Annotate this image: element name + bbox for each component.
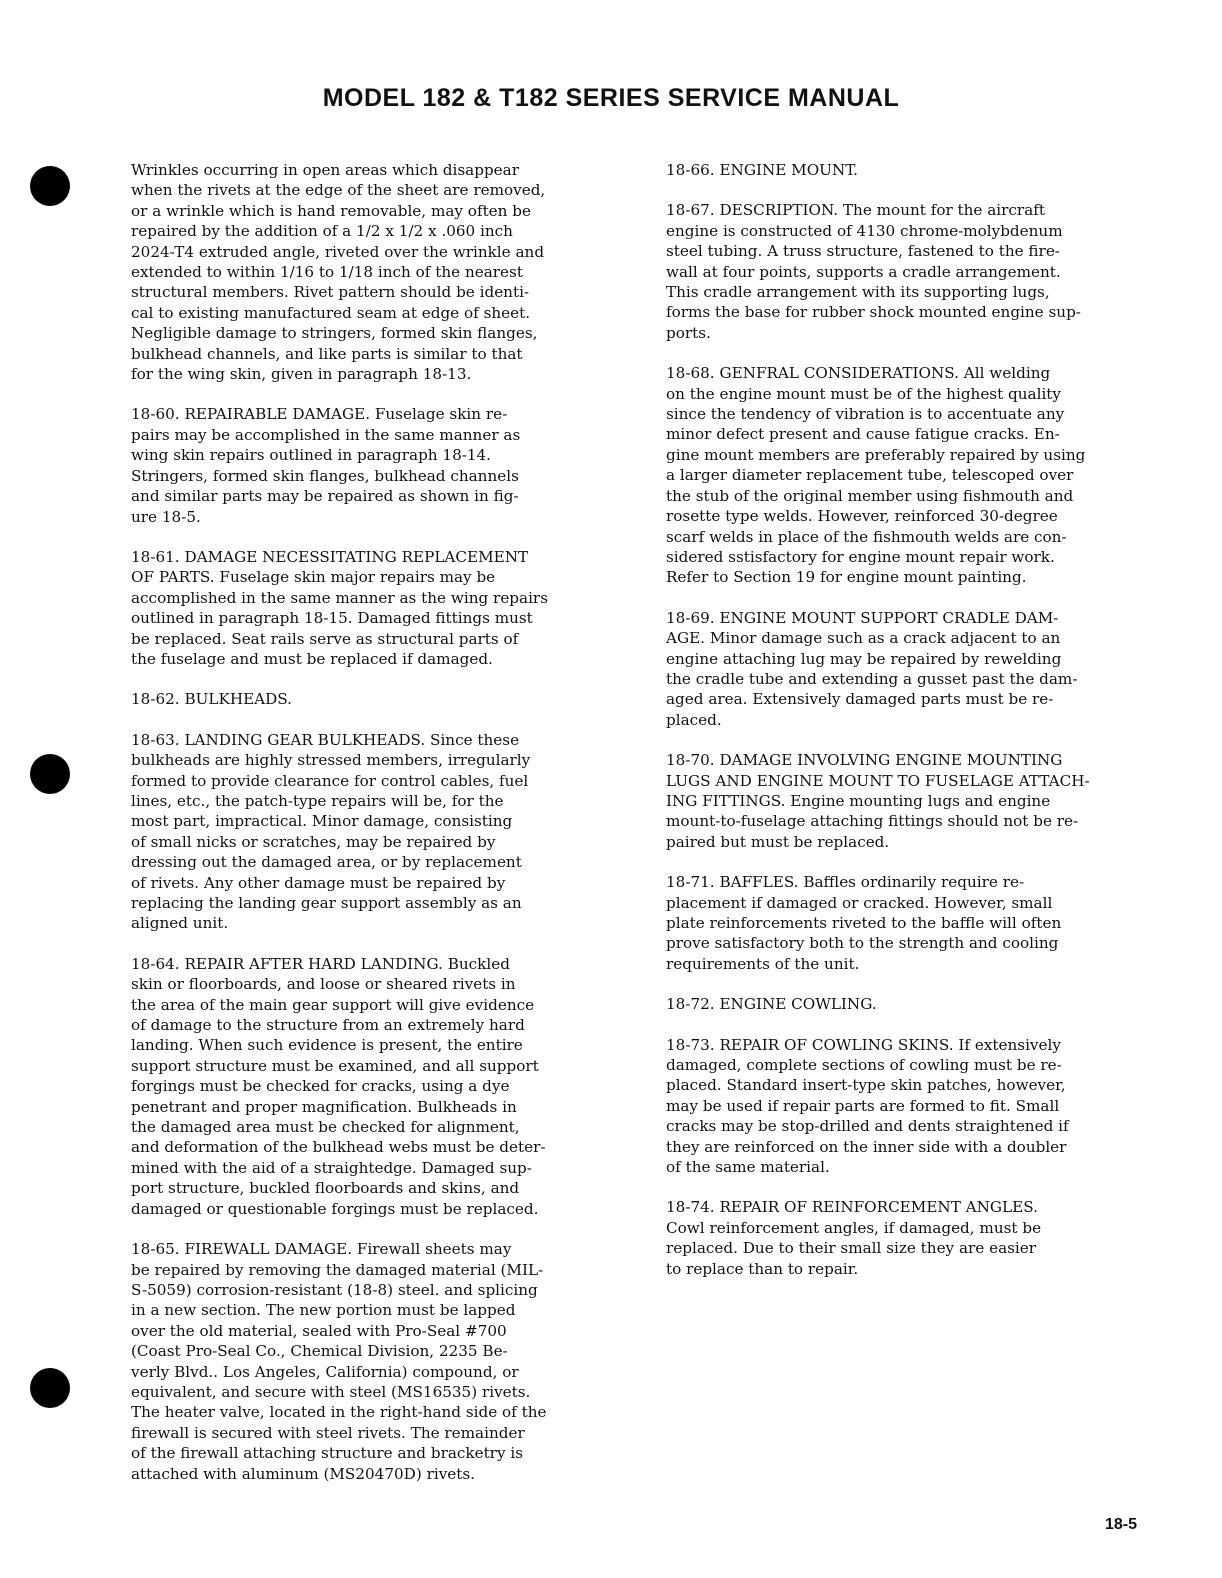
- paragraph-18-64: 18-64. REPAIR AFTER HARD LANDING. Buckled skin or floorboards, and loose or sheared rivets in the area of the main gear support will give evidence of damage to the structure from an extremely hard landing. When such evidence is present, the entire support structure must be examined, and all support forgings must be checked for cracks, using a dye penetrant and proper magnification. Bulkheads in the damaged area must be checked for alignment, and deformation of the bulkhead webs must be deter- mined with the aid of a straightedge. Damaged sup- port structure, buckled floorboards and skins, and damaged or questionable forgings must be replaced.: [131, 954, 546, 1218]
- right-column: [666, 160, 1160, 1299]
- binder-hole: [30, 754, 70, 794]
- paragraph-18-68: 18-68. GENFRAL CONSIDERATIONS. All welding on the engine mount must be of the highest quality since the tendency of vibration is to accentuate any minor defect present and cause fatigue cracks. En- gine mount members are preferably repaired by using a larger diameter replacement tube, telescoped over the stub of the original member using fishmouth and rosette type welds. However, reinforced 30-degree scarf welds in place of the fishmouth welds are con- sidered sstisfactory for engine mount repair work. Refer to Section 19 for engine mount painting.: [666, 364, 1086, 587]
- paragraph-18-72: 18-72. ENGINE COWLING.: [666, 995, 877, 1014]
- binder-hole: [30, 166, 70, 206]
- paragraph-18-74: 18-74. REPAIR OF REINFORCEMENT ANGLES. Cowl reinforcement angles, if damaged, must be replaced. Due to their small size they are easier to replace than to repair.: [666, 1198, 1042, 1278]
- page-number: 18-5: [1105, 1516, 1138, 1533]
- paragraph-18-60: 18-60. REPAIRABLE DAMAGE. Fuselage skin re- pairs may be accomplished in the same manner as wing skin repairs outlined in paragraph 18-14. Stringers, formed skin flanges, bulkhead channels and similar parts may be repaired as shown in fig- ure 18-5.: [131, 405, 521, 526]
- paragraph-18-63: 18-63. LANDING GEAR BULKHEADS. Since these bulkheads are highly stressed members, irregularly formed to provide clearance for control cables, fuel lines, etc., the patch-type repairs will be, for the most part, impractical. Minor damage, consisting of small nicks or scratches, may be repaired by dressing out the damaged area, or by replacement of rivets. Any other damage must be repaired by replacing the landing gear support assembly as an aligned unit.: [131, 730, 531, 933]
- paragraph-18-66: 18-66. ENGINE MOUNT.: [666, 161, 858, 179]
- paragraph-18-71: 18-71. BAFFLES. Baffles ordinarily require re- placement if damaged or cracked. However, small plate reinforcements riveted to the baffle will often prove satisfactory both to the strength and cooling requirements of the unit.: [666, 873, 1062, 973]
- paragraph-18-69: 18-69. ENGINE MOUNT SUPPORT CRADLE DAM- AGE. Minor damage such as a crack adjacent to an engine attaching lug may be repaired by rewelding the cradle tube and extending a gusset past the dam- aged area. Extensively damaged parts must be re- placed.: [666, 608, 1078, 729]
- paragraph-wrinkles: Wrinkles occurring in open areas which disappear when the rivets at the edge of the sheet are removed, or a wrinkle which is hand removable, may often be repaired by the addition of a 1/2 x 1/2 x .060 inch 2024-T4 extruded angle, riveted over the wrinkle and extended to within 1/16 to 1/18 inch of the nearest structural members. Rivet pattern should be identi- cal to existing manufactured seam at edge of sheet. Negligible damage to stringers, formed skin flanges, bulkhead channels, and like parts is similar to that for the wing skin, given in paragraph 18-13.: [131, 161, 546, 384]
- page-title: MODEL 182 & T182 SERIES SERVICE MANUAL: [322, 84, 900, 112]
- paragraph-18-73: 18-73. REPAIR OF COWLING SKINS. If extensively damaged, complete sections of cowling must be re- placed. Standard insert-type skin patches, however, may be used if repair parts are formed to fit. Small cracks may be stop-drilled and dents straightened if they are reinforced on the inner side with a doubler of the same material.: [666, 1035, 1069, 1177]
- paragraph-18-65: 18-65. FIREWALL DAMAGE. Firewall sheets may be repaired by removing the damaged material (MIL- S-5059) corrosion-resistant (18-8) steel. and splicing in a new section. The new portion must be lapped over the old material, sealed with Pro-Seal #700 (Coast Pro-Seal Co., Chemical Division, 2235 Be- verly Blvd.. Los Angeles, California) compound, or equivalent, and secure with steel (MS16535) rivets. The heater valve, located in the right-hand side of the firewall is secured with steel rivets. The remainder of the firewall attaching structure and bracketry is attached with aluminum (MS20470D) rivets.: [131, 1240, 547, 1483]
- left-column: [131, 160, 625, 1504]
- paragraph-18-70: 18-70. DAMAGE INVOLVING ENGINE MOUNTING LUGS AND ENGINE MOUNT TO FUSELAGE ATTACH- ING FITTINGS. Engine mounting lugs and engine mount-to-fuselage attaching fittings should not be re- paired but must be replaced.: [666, 751, 1090, 851]
- paragraph-18-61: 18-61. DAMAGE NECESSITATING REPLACEMENT OF PARTS. Fuselage skin major repairs may be accomplished in the same manner as the wing repairs outlined in paragraph 18-15. Damaged fittings must be replaced. Seat rails serve as structural parts of the fuselage and must be replaced if damaged.: [131, 547, 548, 668]
- binder-hole: [30, 1368, 70, 1408]
- paragraph-18-67: 18-67. DESCRIPTION. The mount for the aircraft engine is constructed of 4130 chrome-molybdenum steel tubing. A truss structure, fastened to the fire- wall at four points, supports a cradle arrangement. This cradle arrangement with its supporting lugs, forms the base for rubber shock mounted engine sup- ports.: [666, 201, 1081, 342]
- paragraph-18-62: 18-62. BULKHEADS.: [131, 690, 292, 709]
